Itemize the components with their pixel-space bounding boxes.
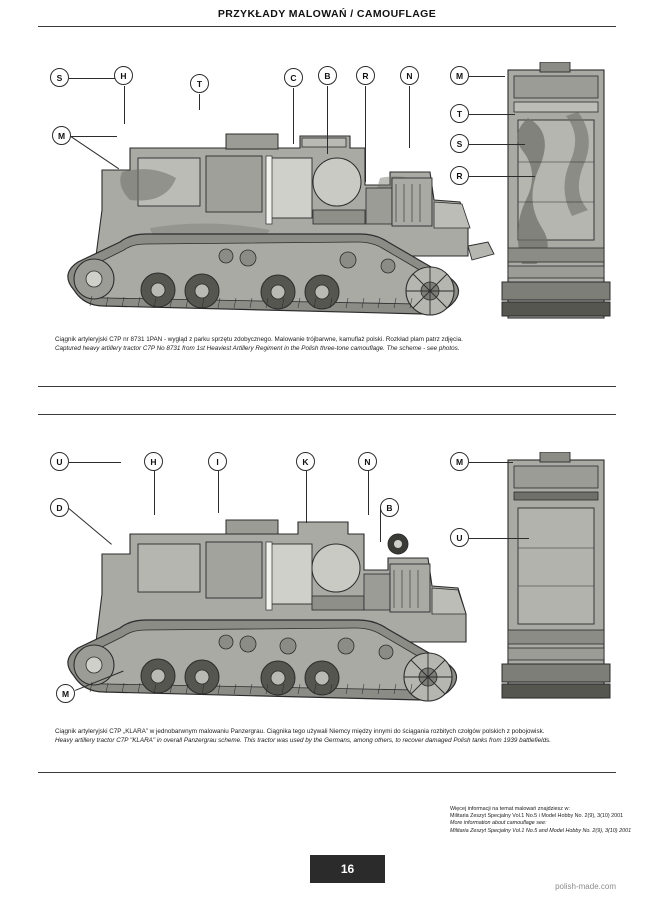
callout-i-bottom[interactable]: I	[208, 452, 227, 471]
divider-middle-2	[38, 414, 616, 415]
callout-n-bottom[interactable]: N	[358, 452, 377, 471]
callout-b-bottom[interactable]: B	[380, 498, 399, 517]
callout-t-top-rear[interactable]: T	[450, 104, 469, 123]
divider-bottom	[38, 772, 616, 773]
figure-bottom-side-view	[30, 452, 500, 702]
footnote-line-3: More information about camouflage see:	[450, 820, 547, 827]
figure-bottom-caption-en: Heavy artillery tractor C7P "KLARA" in overall Panzergrau scheme. This tractor was used by the Germans, among others, to recover damaged Polish tanks from 1939 battlefields.	[55, 736, 551, 744]
figure-bottom-rear-view	[492, 452, 622, 702]
divider-middle-1	[38, 386, 616, 387]
figure-top-side-view	[30, 60, 500, 330]
callout-b-top[interactable]: B	[318, 66, 337, 85]
figure-top-caption-en: Captured heavy artillery tractor C7P No 8731 from 1st Heaviest Artillery Regiment in the Polish three-tone camouflage. The scheme - see photos.	[55, 344, 460, 352]
page-number: 16	[310, 855, 385, 883]
figure-top-rear-view	[492, 62, 622, 322]
callout-h-top[interactable]: H	[114, 66, 133, 85]
callout-s-top-rear[interactable]: S	[450, 134, 469, 153]
figure-bottom-caption-pl: Ciągnik artyleryjski C7P „KLARA” w jednobarwnym malowaniu Panzergrau. Ciągnika tego używali Niemcy między innymi do ściągania rozbitych czołgów polskich z pobojowisk.	[55, 728, 545, 735]
figure-top-caption	[55, 336, 615, 353]
figure-bottom-caption	[55, 728, 615, 745]
footnote-line-2: Militaria Zeszyt Specjalny Vol.1 No.5 i Model Hobby No. 2(9), 3(10) 2001	[450, 813, 624, 820]
callout-r-top-rear[interactable]: R	[450, 166, 469, 185]
page-title: PRZYKŁADY MALOWAŃ / CAMOUFLAGE	[217, 8, 437, 20]
callout-r-top[interactable]: R	[356, 66, 375, 85]
footnote-line-1: Więcej informacji na temat malowań znajdziesz w:	[450, 806, 570, 812]
callout-c-top[interactable]: C	[284, 68, 303, 87]
callout-k-bottom[interactable]: K	[296, 452, 315, 471]
callout-h-bottom[interactable]: H	[144, 452, 163, 471]
callout-m-top-rear[interactable]: M	[450, 66, 469, 85]
callout-d-bottom[interactable]: D	[50, 498, 69, 517]
callout-u-bottom[interactable]: U	[50, 452, 69, 471]
callout-s-top[interactable]: S	[50, 68, 69, 87]
callout-m-bottom-rear[interactable]: M	[450, 452, 469, 471]
callout-m-bottom[interactable]: M	[56, 684, 75, 703]
callout-t-top[interactable]: T	[190, 74, 209, 93]
callout-u-bottom-rear[interactable]: U	[450, 528, 469, 547]
divider-top	[38, 26, 616, 27]
footnote-line-4: Militaria Zeszyt Specjalny Vol.1 No.5 and Model Hobby No. 2(9), 3(10) 2001	[450, 827, 632, 834]
figure-top-caption-pl: Ciągnik artyleryjski C7P nr 8731 1PAN - wygląd z parku sprzętu zdobycznego. Malowanie trójbarwne, kamuflaż polski. Rozkład plam patrz zdjęcia.	[55, 336, 463, 343]
callout-n-top[interactable]: N	[400, 66, 419, 85]
camouflage-footnote	[450, 806, 650, 835]
watermark: polish-made.com	[555, 882, 616, 891]
callout-m-top-left[interactable]: M	[52, 126, 71, 145]
